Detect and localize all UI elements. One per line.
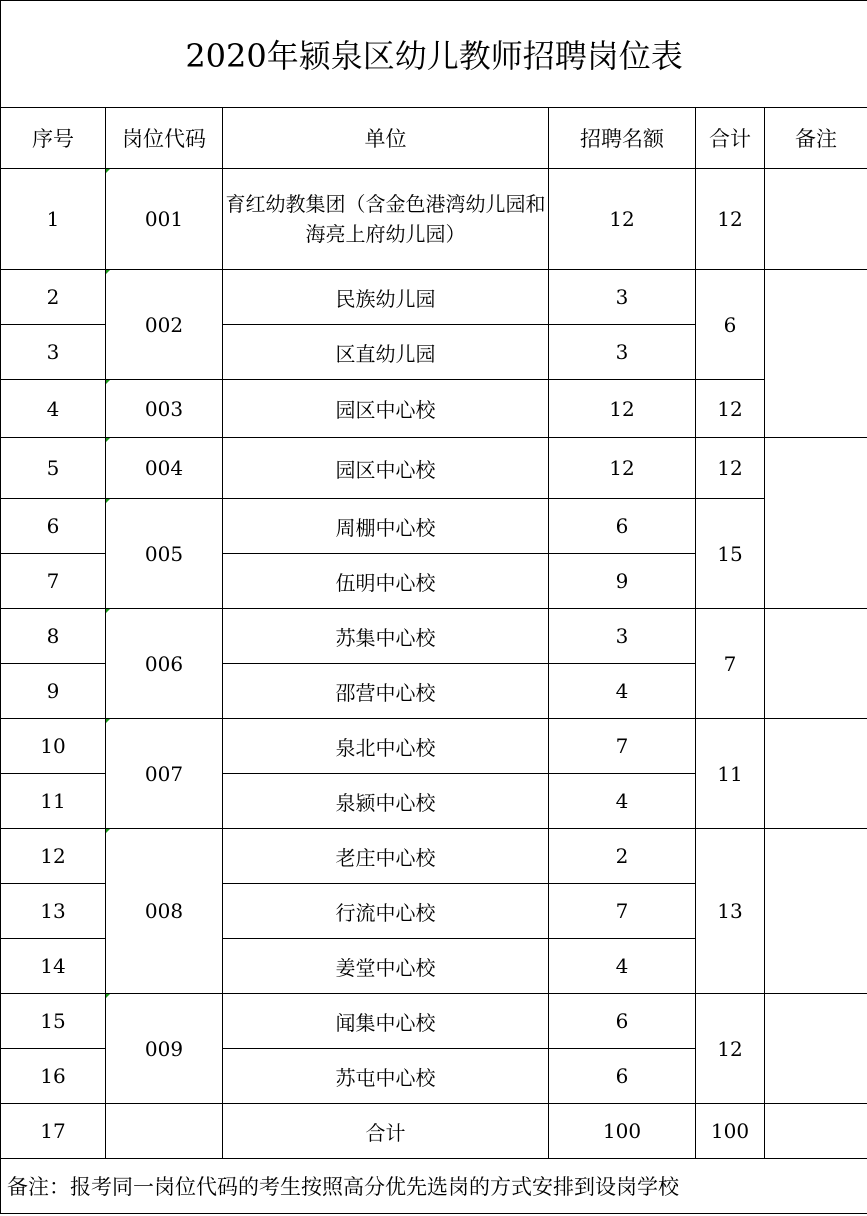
count-cell: 9 [549, 554, 696, 609]
seq-cell: 15 [1, 994, 106, 1049]
position-code-cell: 001 [106, 169, 223, 270]
count-cell: 3 [549, 609, 696, 664]
summary-row [1, 1104, 867, 1159]
table-row [1, 609, 867, 664]
seq-cell: 4 [1, 380, 106, 438]
seq-cell: 7 [1, 554, 106, 609]
unit-cell: 合计 [223, 1104, 549, 1159]
position-code-cell: 009 [106, 994, 223, 1104]
table-row [1, 270, 867, 325]
unit-cell: 育红幼教集团（含金色港湾幼儿园和海亮上府幼儿园） [223, 169, 549, 270]
total-cell: 7 [696, 609, 765, 719]
unit-cell: 苏屯中心校 [223, 1049, 549, 1104]
table-row [1, 719, 867, 774]
total-cell: 12 [696, 438, 765, 499]
count-cell: 12 [549, 438, 696, 499]
count-cell: 12 [549, 169, 696, 270]
count-cell: 12 [549, 380, 696, 438]
seq-cell: 9 [1, 664, 106, 719]
table-row [1, 499, 867, 554]
header-total: 合计 [696, 108, 765, 169]
header-code: 岗位代码 [106, 108, 223, 169]
total-cell: 12 [696, 380, 765, 438]
position-code-cell: 006 [106, 609, 223, 719]
remark-cell [765, 1104, 867, 1159]
position-code-cell: 005 [106, 499, 223, 609]
header-seq: 序号 [1, 108, 106, 169]
remark-cell [765, 994, 867, 1104]
seq-cell: 14 [1, 939, 106, 994]
position-code-cell: 007 [106, 719, 223, 829]
seq-cell: 13 [1, 884, 106, 939]
unit-cell: 行流中心校 [223, 884, 549, 939]
seq-cell: 3 [1, 325, 106, 380]
header-row [1, 108, 867, 169]
seq-cell: 10 [1, 719, 106, 774]
header-unit: 单位 [223, 108, 549, 169]
count-cell: 3 [549, 325, 696, 380]
table-row [1, 438, 867, 499]
position-code-cell: 002 [106, 270, 223, 380]
count-cell: 4 [549, 939, 696, 994]
remark-cell [765, 270, 867, 438]
table-row [1, 829, 867, 884]
seq-cell: 6 [1, 499, 106, 554]
unit-cell: 泉颍中心校 [223, 774, 549, 829]
seq-cell: 12 [1, 829, 106, 884]
unit-cell: 民族幼儿园 [223, 270, 549, 325]
count-cell: 6 [549, 1049, 696, 1104]
seq-cell: 5 [1, 438, 106, 499]
remark-cell [765, 829, 867, 994]
count-cell: 4 [549, 774, 696, 829]
table-row [1, 994, 867, 1049]
page-title: 2020年颍泉区幼儿教师招聘岗位表 [1, 1, 867, 108]
unit-cell: 泉北中心校 [223, 719, 549, 774]
table-row [1, 169, 867, 270]
count-cell: 6 [549, 499, 696, 554]
seq-cell: 8 [1, 609, 106, 664]
seq-cell: 2 [1, 270, 106, 325]
count-cell: 2 [549, 829, 696, 884]
position-code-cell: 004 [106, 438, 223, 499]
total-cell: 11 [696, 719, 765, 829]
seq-cell: 16 [1, 1049, 106, 1104]
remark-cell [765, 438, 867, 609]
note-text: 备注：报考同一岗位代码的考生按照高分优先选岗的方式安排到设岗学校 [1, 1159, 867, 1214]
unit-cell: 周棚中心校 [223, 499, 549, 554]
table-row [1, 380, 867, 438]
unit-cell: 老庄中心校 [223, 829, 549, 884]
position-code-cell [106, 1104, 223, 1159]
remark-cell [765, 719, 867, 829]
unit-cell: 园区中心校 [223, 380, 549, 438]
unit-cell: 区直幼儿园 [223, 325, 549, 380]
count-cell: 7 [549, 719, 696, 774]
total-cell: 12 [696, 169, 765, 270]
header-remark: 备注 [765, 108, 867, 169]
header-count: 招聘名额 [549, 108, 696, 169]
remark-cell [765, 609, 867, 719]
position-code-cell: 008 [106, 829, 223, 994]
unit-cell: 苏集中心校 [223, 609, 549, 664]
seq-cell: 1 [1, 169, 106, 270]
unit-cell: 园区中心校 [223, 438, 549, 499]
note-row [1, 1159, 867, 1214]
total-cell: 12 [696, 994, 765, 1104]
count-cell: 100 [549, 1104, 696, 1159]
seq-cell: 11 [1, 774, 106, 829]
unit-cell: 邵营中心校 [223, 664, 549, 719]
unit-cell: 闻集中心校 [223, 994, 549, 1049]
seq-cell: 17 [1, 1104, 106, 1159]
total-cell: 6 [696, 270, 765, 380]
unit-cell: 伍明中心校 [223, 554, 549, 609]
total-cell: 100 [696, 1104, 765, 1159]
total-cell: 15 [696, 499, 765, 609]
remark-cell [765, 169, 867, 270]
count-cell: 6 [549, 994, 696, 1049]
position-code-cell: 003 [106, 380, 223, 438]
total-cell: 13 [696, 829, 765, 994]
count-cell: 3 [549, 270, 696, 325]
count-cell: 4 [549, 664, 696, 719]
count-cell: 7 [549, 884, 696, 939]
unit-cell: 姜堂中心校 [223, 939, 549, 994]
